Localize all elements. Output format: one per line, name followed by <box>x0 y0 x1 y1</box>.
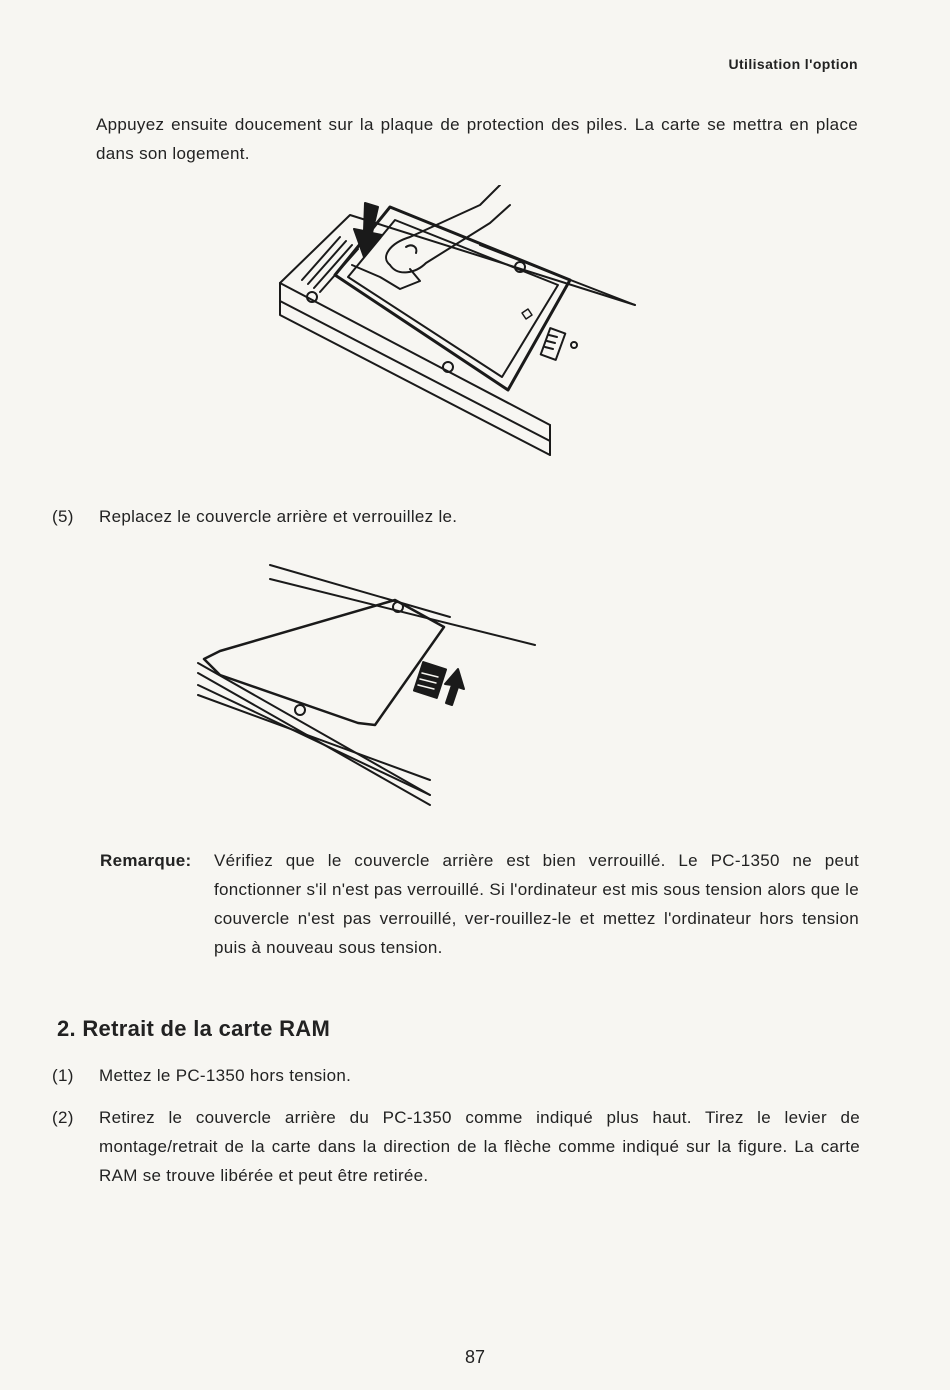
step-number: (5) <box>52 507 74 526</box>
remark-label: Remarque: <box>100 851 192 870</box>
running-header: Utilisation l'option <box>728 56 858 72</box>
step-text: Replacez le couvercle arrière et verrouillez le. <box>99 507 458 526</box>
section-title: 2. Retrait de la carte RAM <box>57 1016 331 1041</box>
step-number: (2) <box>52 1108 74 1127</box>
step-number: (1) <box>52 1066 74 1085</box>
lock-back-cover-illustration <box>190 555 550 810</box>
intro-paragraph: Appuyez ensuite doucement sur la plaque de protection des piles. La carte se mettra en place dans son logement. <box>96 115 858 163</box>
press-battery-plate-illustration <box>240 185 660 460</box>
remark-text: Vérifiez que le couvercle arrière est bien verrouillé. Le PC-1350 ne peut fonctionner s'il n'est pas verrouillé. Si l'ordinateur est mis sous tension alors que le couvercle n'est pas verrouillé, ver-rouillez-le et mettez l'ordinateur hors tension puis à nouveau sous tension. <box>214 851 859 957</box>
step-text: Mettez le PC-1350 hors tension. <box>99 1066 352 1085</box>
page-number: 87 <box>464 1347 486 1367</box>
step-text: Retirez le couvercle arrière du PC-1350 comme indiqué plus haut. Tirez le levier de montage/retrait de la carte dans la direction de la flèche comme indiqué sur la figure. La carte RAM se trouve libérée et peut être retirée. <box>99 1108 860 1185</box>
